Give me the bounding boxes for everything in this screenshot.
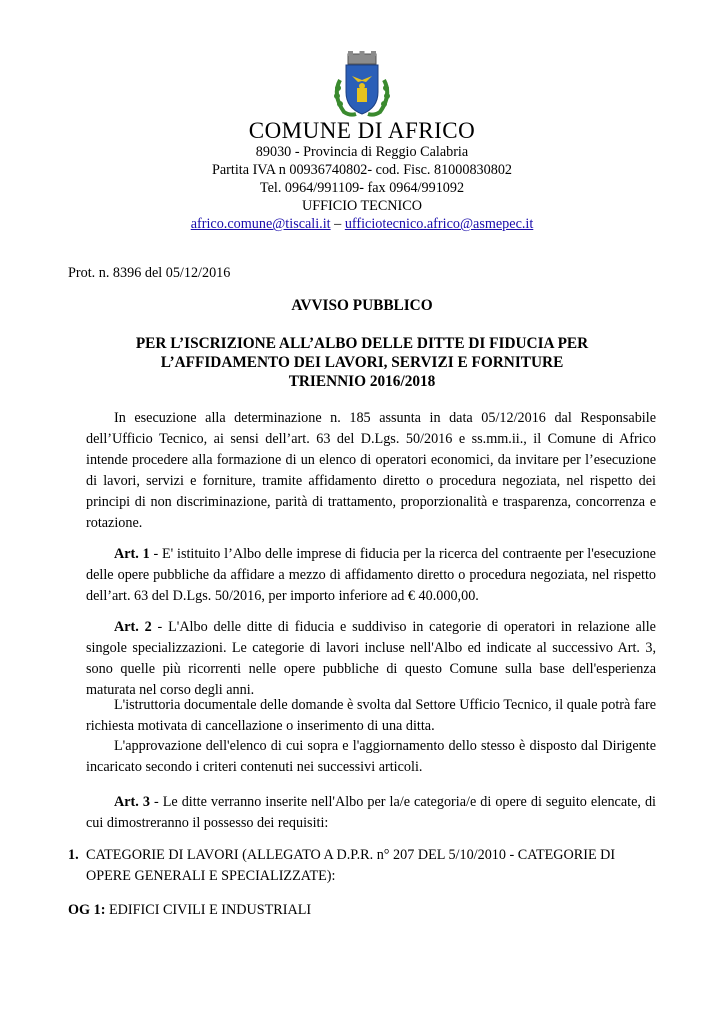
- article-2-paragraph-2: L'istruttoria documentale delle domande è svolta dal Settore Ufficio Tecnico, il quale potrà fare richiesta motivata di cancellazione o inserimento di una ditta.: [86, 697, 656, 734]
- notice-heading: AVVISO PUBBLICO: [291, 297, 433, 314]
- article-2-label: Art. 2: [114, 619, 152, 635]
- article-1-text: - E' istituito l’Albo delle imprese di fiducia per la ricerca del contraente per l'esecuzione delle opere pubbliche da affidare a mezzo di affidamento diretto o procedura negoziata, nel rispetto dell’art. 63 del D.Lgs. 50/2016, per importo inferiore ad € 40.000,00.: [86, 546, 656, 604]
- article-2-text: - L'Albo delle ditte di fiducia e suddiviso in categorie di operatori in relazione alle singole specializzazioni. Le categorie di lavori incluse nell'Albo ed indicate al successivo Art. 3, sono quelle più ricorrenti nelle opere pubbliche di questo Comune sulla base dell'esperienza maturata nel corso degli anni.: [86, 619, 656, 698]
- list-item-text: CATEGORIE DI LAVORI (ALLEGATO A D.P.R. n° 207 DEL 5/10/2010 - CATEGORIE DI OPERE GENERALI E SPECIALIZZATE):: [86, 847, 616, 884]
- municipal-coat-of-arms-icon: [326, 50, 398, 120]
- email-link-comune[interactable]: africo.comune@tiscali.it: [190, 216, 331, 232]
- og1-label: OG 1:: [68, 902, 106, 918]
- email-separator: –: [330, 216, 345, 232]
- municipality-title: COMUNE DI AFRICO: [248, 118, 476, 143]
- subheading-line-1: PER L’ISCRIZIONE ALL’ALBO DELLE DITTE DI FIDUCIA PER: [135, 335, 589, 352]
- list-number: 1.: [68, 847, 79, 863]
- article-2: [86, 617, 656, 701]
- email-link-pec[interactable]: ufficiotecnico.africo@asmepec.it: [344, 216, 534, 232]
- phone-fax-line: Tel. 0964/991109- fax 0964/991092: [259, 180, 465, 196]
- subheading-line-3: TRIENNIO 2016/2018: [288, 373, 436, 390]
- protocol-number: Prot. n. 8396 del 05/12/2016: [68, 265, 231, 281]
- article-1-label: Art. 1: [114, 546, 150, 562]
- category-list-item: [68, 845, 658, 887]
- office-name: UFFICIO TECNICO: [302, 198, 422, 214]
- subheading-line-2: L’AFFIDAMENTO DEI LAVORI, SERVIZI E FORNITURE: [160, 354, 564, 371]
- article-3-label: Art. 3: [114, 794, 150, 810]
- notice-subheading: [0, 334, 724, 391]
- province-line: 89030 - Provincia di Reggio Calabria: [255, 144, 469, 160]
- category-og1: [68, 902, 311, 919]
- og1-text: EDIFICI CIVILI E INDUSTRIALI: [105, 902, 312, 918]
- article-2-paragraph-3: L'approvazione dell'elenco di cui sopra e l'aggiornamento dello stesso è disposto dal Dirigente incaricato secondo i criteri contenuti nei successivi articoli.: [86, 738, 656, 775]
- article-1: [86, 544, 656, 607]
- article-3: [86, 792, 656, 834]
- tax-id-line: Partita IVA n 00936740802- cod. Fisc. 81000830802: [211, 162, 513, 178]
- contact-emails: [0, 215, 724, 234]
- intro-paragraph: In esecuzione alla determinazione n. 185 assunta in data 05/12/2016 dal Responsabile dell’Ufficio Tecnico, ai sensi dell’art. 63 del D.Lgs. 50/2016 e ss.mm.ii., il Comune di Africo intende procedere alla formazione di un elenco di operatori economici, da invitare per l’esecuzione di lavori, servizi e forniture, tramite affidamento diretto o procedura negoziata, nel rispetto dei principi di non discriminazione, parità di trattamento, proporzionalità e trasparenza, concorrenza e rotazione.: [86, 410, 656, 531]
- article-3-text: - Le ditte verranno inserite nell'Albo per la/e categoria/e di opere di seguito elencate, di cui dimostreranno il possesso dei requisiti:: [86, 794, 656, 831]
